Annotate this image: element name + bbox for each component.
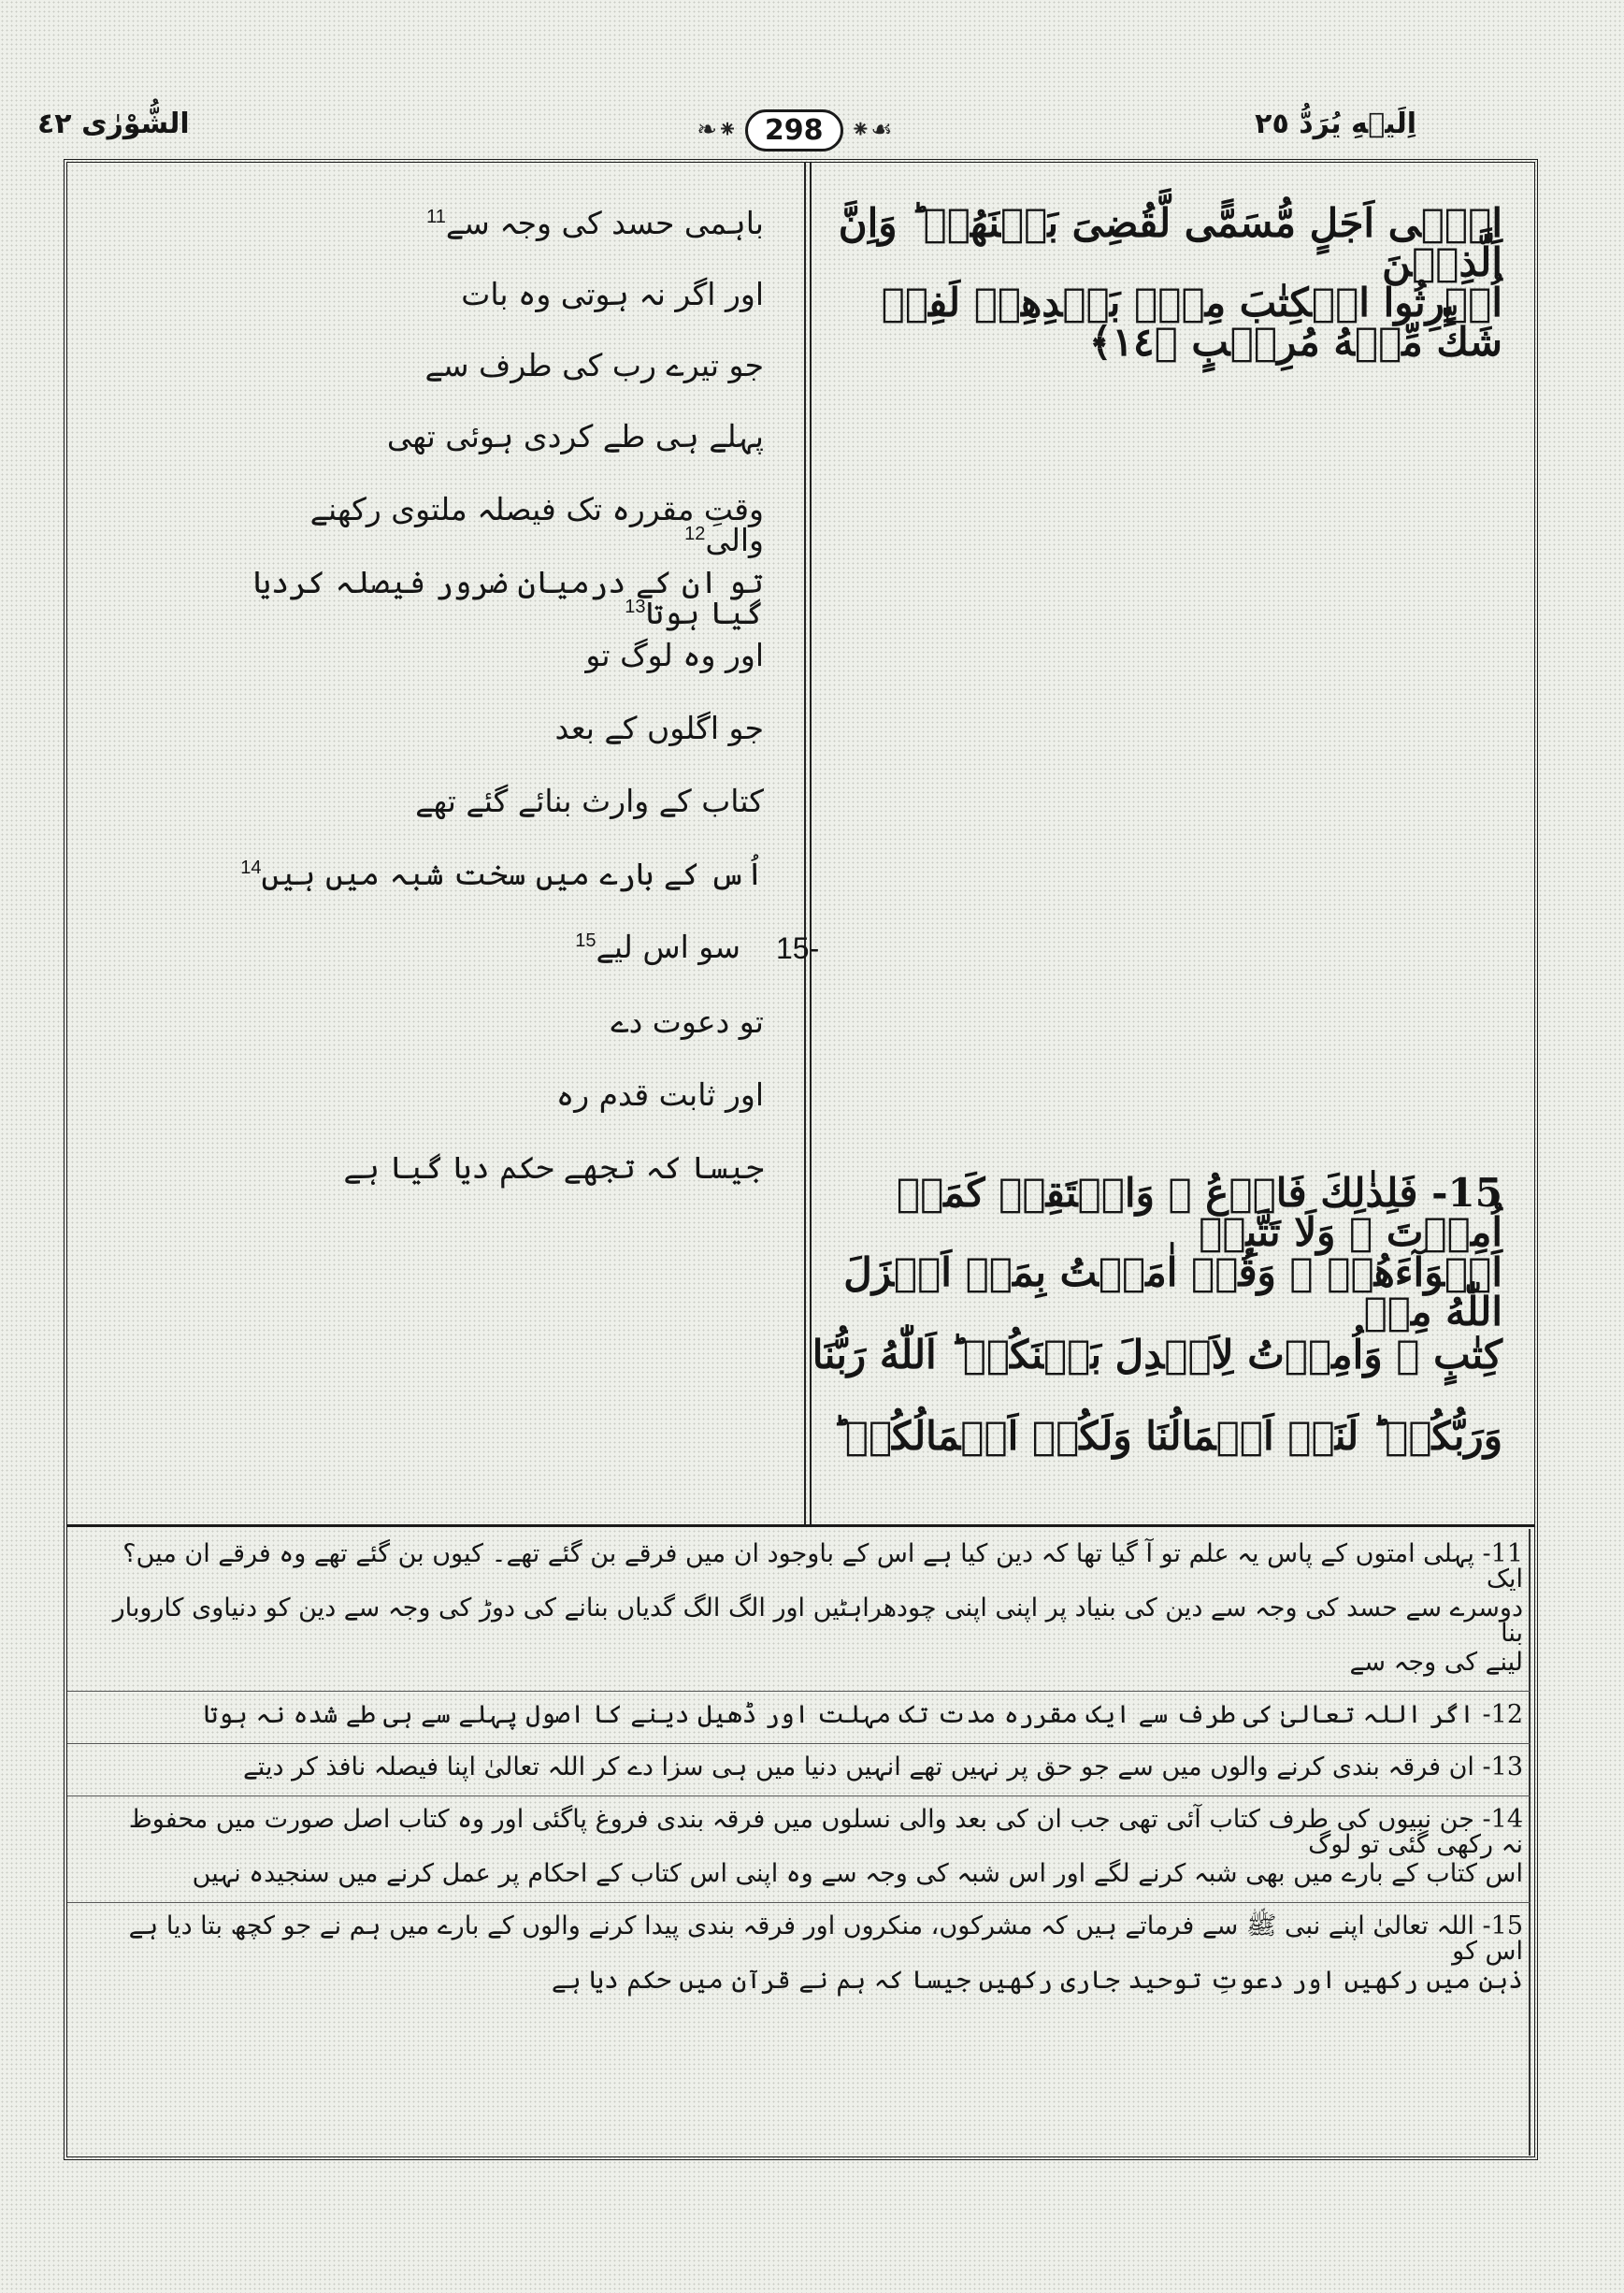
translation-line: پہلے ہی طے کردی ہوئی تھی [386, 418, 764, 454]
footnote-15: 15- اللہ تعالیٰ اپنے نبی ﷺ سے فرماتے ہیں کہ مشرکوں، منکروں اور فرقہ بندی پیدا کرنے والوں کے بارے میں ہم نے جو کچھ بتا دیا ہے اس کو [128, 1911, 1523, 1966]
translation-line: کتاب کے وارث بنائے گئے تھے [415, 783, 764, 819]
footnote-11-cont: لینے کی وجہ سے [1349, 1648, 1523, 1677]
translation-line: تو دعوت دے [611, 1003, 764, 1040]
translation-text: باہمی حسد کی وجہ سے [445, 205, 764, 241]
translation-line: اور وہ لوگ تو [585, 637, 764, 673]
page-number: 298 [745, 109, 843, 151]
arabic-verse-15-line: كِتٰبٍ ۚ وَاُمِرۡتُ لِاَعۡدِلَ بَيۡنَكُمۡ ؕ اَللّٰهُ رَبُّنَا [812, 1332, 1502, 1377]
footnote-separator [67, 1691, 1531, 1692]
footnote-13: 13- ان فرقہ بندی کرنے والوں میں سے جو حق پر نہیں تھے انہیں دنیا میں ہی سزا دے کر اللہ تعالیٰ اپنا فیصلہ نافذ کر دیتے [242, 1752, 1523, 1781]
column-divider [804, 163, 806, 1524]
translation-line [240, 491, 764, 558]
arabic-line: اِلٰۤى اَجَلٍ مُّسَمًّى لَّقُضِىَ بَيۡنَهُمۡ ؕ وَاِنَّ الَّذِيۡنَ [838, 200, 1502, 285]
header-surah-title: الشُّوْرٰی ٤٢ [37, 108, 190, 140]
footnote-divider [67, 1524, 1534, 1527]
footnote-ref: 15 [575, 930, 596, 951]
translation-line [240, 856, 764, 892]
footnote-ref: 11 [426, 207, 446, 227]
translation-text: سو اس لیے [596, 929, 740, 965]
translation-line: جو تیرے رب کی طرف سے [424, 347, 764, 383]
arabic-verse-15-line: 15- فَلِذٰلِكَ فَادۡعُ ۚ وَاسۡتَقِمۡ كَمَاۤ اُمِرۡتَ ۚ وَلَا تَتَّبِعۡ [896, 1170, 1502, 1255]
footnote-11: 11- پہلی امتوں کے پاس یہ علم تو آ گیا تھا کہ دین کیا ہے اس کے باوجود ان میں فرقے بن گئے تھے۔ کیوں بن گئے تھے وہ فرقے ان میں؟ ایک [122, 1539, 1523, 1594]
footnote-15-cont: ذہن میں رکھیں اور دعوتِ توحید جاری رکھیں جیسا کہ ہم نے قرآن میں حکم دیا ہے [551, 1966, 1523, 1995]
arabic-verse-15-line: اَهۡوَآءَهُمۡ ۚ وَقُلۡ اٰمَنۡتُ بِمَاۤ اَنۡزَلَ اللّٰهُ مِنۡ [843, 1249, 1502, 1334]
footnote-12: 12- اگر اللہ تعالیٰ کی طرف سے ایک مقررہ مدت تک مہلت اور ڈھیل دینے کا اصول پہلے سے ہی طے شدہ نہ ہوتا [203, 1700, 1523, 1729]
footnote-margin-line [1529, 1529, 1531, 2156]
arabic-verse-15-line: وَرَبُّكُمۡ ؕ لَنَاۤ اَعۡمَالُنَا وَلَكُمۡ اَعۡمَالُكُمۡ ؕ [832, 1413, 1502, 1459]
footnote-ref: 14 [240, 858, 262, 878]
translation-text: اُس کے بارے میں سخت شبہ میں ہیں [261, 856, 764, 892]
arabic-line: اُوۡرِثُوا الۡكِتٰبَ مِنۡۢ بَعۡدِهِمۡ لَفِىۡ شَكٍّ مِّنۡهُ مُرِيۡبٍ ﴿١٤﴾ [881, 280, 1502, 365]
header-juz-title: اِلَيۡهِ يُرَدُّ ٢٥ [1255, 108, 1416, 140]
page-number-badge [692, 107, 898, 153]
footnote-11-cont: دوسرے سے حسد کی وجہ سے دین کی بنیاد پر اپنی اپنی چودھراہٹیں اور الگ الگ گدیاں بنانے کی دوڑ کی وجہ سے دین کو دنیاوی کاروبار بنا [112, 1594, 1523, 1648]
translation-line: اور اگر نہ ہوتی وہ بات [461, 276, 764, 312]
translation-line [240, 564, 764, 631]
verse-number: 15- [776, 931, 820, 965]
footnote-separator [67, 1743, 1531, 1744]
translation-line: جو اگلوں کے بعد [554, 710, 764, 746]
footnote-ref: 13 [625, 597, 646, 617]
translation-line: اور ثابت قدم رہ [555, 1076, 764, 1113]
translation-text: وقتِ مقررہ تک فیصلہ ملتوی رکھنے والی [309, 491, 764, 558]
footnote-14-cont: اس کتاب کے بارے میں بھی شبہ کرنے لگے اور اس شبہ کی وجہ سے وہ اپنی اس کتاب کے احکام پر عمل کرنے میں سنجیدہ نہیں [192, 1859, 1523, 1888]
footnote-ref: 12 [684, 524, 706, 544]
footnote-14: 14- جن نبیوں کی طرف کتاب آئی تھی جب ان کی بعد والی نسلوں میں فرقہ بندی فروغ پاگئی اور وہ کتاب اصل صورت میں محفوظ نہ رکھی گئی تو لوگ [128, 1805, 1523, 1859]
footnote-separator [67, 1795, 1531, 1796]
flourish-left-icon: ❧⁕ [697, 116, 738, 144]
footnote-separator [67, 1902, 1531, 1903]
translation-text: تو ان کے درمیان ضرور فیصلہ کردیا گیا ہوتا [252, 564, 764, 631]
translation-line [240, 205, 764, 241]
translation-line [217, 929, 740, 965]
translation-line: جیسا کہ تجھے حکم دیا گیا ہے [343, 1149, 764, 1186]
flourish-right-icon: ⁕☙ [850, 116, 893, 144]
